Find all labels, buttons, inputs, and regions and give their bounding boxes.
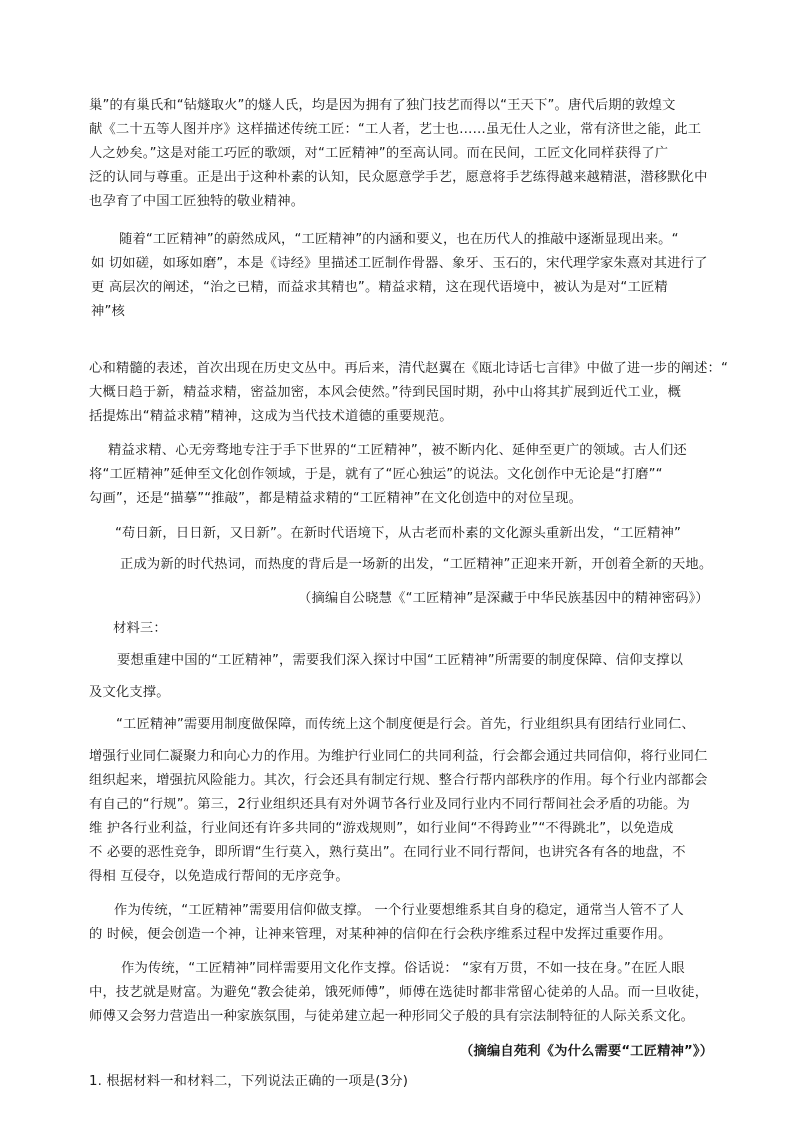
text-line: 师傅又会努力营造出一种家族氛围，与徒弟建立起一种形同父子般的具有宗法制特征的人际关系文化。 (89, 1009, 695, 1024)
question-item: 1. 根据材料一和材料二，下列说法正确的一项是(3分) (89, 1074, 409, 1089)
text-line: 的 时候，便会创造一个神，让神来管理，对某种神的信仰在行会秩序维系过程中发挥过重要作用。 (89, 927, 672, 942)
text-line: 及文化支撑。 (89, 685, 170, 700)
text-line: 神”核 (91, 304, 125, 319)
section-heading: 材料三： (113, 621, 167, 636)
text-line: 也孕育了中国工匠独特的敬业精神。 (89, 194, 305, 209)
text-line: 献《二十五等人图并序》这样描述传统工匠：“工人者，艺士也……虽无仕人之业，常有济世之能，此工 (89, 122, 702, 137)
text-line: 括提炼出“精益求精”精神，这成为当代技术道德的重要规范。 (89, 409, 453, 424)
text-line: 不 必要的恶性竞争，即所谓“生行莫入，熟行莫出”。在同行业不同行帮间，也讲究各有各的地盘，不 (89, 845, 686, 860)
source-citation: （摘编自公晓慧《“工匠精神”是深藏于中华民族基因中的精神密码》） (298, 591, 709, 606)
text-line: 作为传统，“工匠精神”需要用信仰做支撑。 一个行业要想维系其自身的稳定，通常当人管不了人 (114, 903, 684, 918)
text-line: 中，技艺就是财富。为避免“教会徒弟，饿死师傅”，师傅在选徒时都非常留心徒弟的人品。而一旦收徒， (89, 985, 709, 1000)
text-line: 泛的认同与尊重。正是出于这种朴素的认知，民众愿意学手艺，愿意将手艺练得越来越精湛，潜移默化中 (89, 170, 708, 185)
text-line: 增强行业同仁凝聚力和向心力的作用。为维护行业同仁的共同利益，行会都会通过共同信仰，将行业同仁 (89, 749, 708, 764)
text-line: 要想重建中国的“工匠精神”，需要我们深入探讨中国“工匠精神”所需要的制度保障、信仰支撑以 (117, 653, 684, 668)
text-line: 勾画”，还是“描摹”“推敲”，都是精益求精的“工匠精神”在文化创造中的对位呈现。 (89, 491, 583, 506)
text-line: 巢”的有巢氏和“钻燧取火”的燧人氏，均是因为拥有了独门技艺而得以“王天下”。唐代后期的敦煌文 (89, 98, 676, 113)
text-line: “苟日新，日日新，又日新”。在新时代语境下，从古老而朴素的文化源头重新出发，“工匠精神” (115, 526, 682, 541)
text-line: 组织起来，增强抗风险能力。其次，行会还具有制定行规、整合行帮内部秩序的作用。每个行业内部都会 (89, 773, 708, 788)
text-line: 将“工匠精神”延伸至文化创作领域，于是，就有了“匠心独运”的说法。文化创作中无论是“打磨”“ (89, 467, 663, 482)
text-line: 维 护各行业利益，行业间还有许多共同的“游戏规则”，如行业间“不得跨业”“不得跳北”，以免造成 (89, 821, 674, 836)
text-line: 心和精髓的表述，首次出现在历史文丛中。再后来，清代赵翼在《瓯北诗话七言律》中做了进一步的阐述：“ (89, 361, 729, 376)
text-line: 作为传统，“工匠精神”同样需要用文化作支撑。俗话说： “家有万贯，不如一技在身。”在匠人眼 (121, 961, 685, 976)
text-line: 得相 互侵夺，以免造成行帮间的无序竞争。 (89, 869, 349, 884)
text-line: 有自己的“行规”。第三，2行业组织还具有对外调节各行业及同行业内不同行帮间社会矛盾的功能。为 (89, 797, 690, 812)
text-line: 更 高层次的阐述，“治之已精，而益求其精也”。精益求精，这在现代语境中，被认为是对“工匠精 (91, 280, 668, 295)
text-line: 人之妙矣。”这是对能工巧匠的歌颂，对“工匠精神”的至高认同。而在民间，工匠文化同样获得了广 (89, 146, 669, 161)
text-line: 大概日趋于新，精益求精，密益加密，本风会使然。”待到民国时期，孙中山将其扩展到近代工业，概 (89, 385, 682, 400)
text-line: 精益求精、心无旁骛地专注于手下世界的“工匠精神”，被不断内化、延伸至更广的领域。古人们还 (108, 443, 687, 458)
text-line: 随着“工匠精神”的蔚然成风，“工匠精神”的内涵和要义，也在历代人的推敲中逐渐显现出来。“ (119, 232, 679, 247)
source-citation: （摘编自苑利《为什么需要“工匠精神”》） (460, 1044, 714, 1059)
text-line: 正成为新的时代热词，而热度的背后是一场新的出发，“工匠精神”正迎来开新，开创着全新的天地。 (120, 557, 713, 572)
text-line: 如 切如磋，如琢如磨”，本是《诗经》里描述工匠制作骨器、象牙、玉石的，宋代理学家朱熹对其进行了 (91, 256, 708, 271)
text-line: “工匠精神”需要用制度做保障，而传统上这个制度便是行会。首先，行业组织具有团结行业同仁、 (116, 717, 695, 732)
